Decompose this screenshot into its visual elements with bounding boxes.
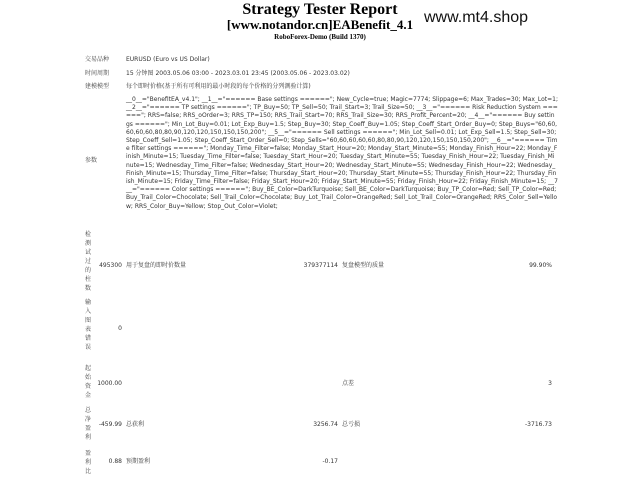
params-label: 参数 [85, 157, 98, 164]
ticks-label: 用于复盘的即时价数量 [126, 262, 187, 269]
spread-value: 3 [548, 380, 552, 387]
symbol-label: 交易品种 [85, 56, 110, 63]
gross-loss-label: 总亏损 [342, 421, 361, 428]
report-title: Strategy Tester Report [242, 1, 398, 18]
gross-loss-value: -3716.73 [525, 421, 552, 428]
params-value: __0__="BenefitEA_v4.1"; __1__="====== Base settings ======"; New_Cycle=true; Magic=7774; Slippage=6; Max_Trades=30; Max_Lot=1; __2__="====== TP settings ======"; TP_Buy=50; TP_Sell=50; Trail_Start=3; Trail_Size=50; __3__="====== Risk Reduction System ======"; RRS=false; RRS_oOrder=3; RRS_TP=150; RRS_Trail_Start=70; RRS_Trail_Size=30; RRS_Profit_Percent=20; __4__="====== Buy settings ======"; Min_Lot_Buy=0.01; Lot_Exp_Buy=1.5; Step_Buy=30; Step_Coeff_Buy=1.05; Step_Coeff_Start_Order_Buy=0; Step_Buys="60,60,60,60,60,80,80,90,120,120,150,150,150,200"; __5__="====== Sell settings ======"; Min_Lot_Sell=0.01; Lot_Exp_Sell=1.5; Step_Sell=30; Step_Coeff_Sell=1.05; Step_Coeff_Start_Order_Sell=0; Step_Sells="60,60,60,60,60,80,80,90,120,120,150,150,150,200"; __6__="====== Time filter settings ======"; Monday_Time_Filter=false; Monday_Start_Hour=20; Monday_Start_Minute=55; Monday_Finish_Hour=22; Monday_Finish_Minute=15; Tuesday_Time_Filter=false; Tuesday_Start_Hour=20; Tuesday_Start_Minute=55; Tuesday_Finish_Hour=22; Tuesday_Finish_Minute=15; Wednesday_Time_Filter=false; Wednesday_Start_Hour=20; Wednesday_Start_Minute=55; Wednesday_Finish_Hour=22; Wednesday_Finish_Minute=15; Thursday_Time_Filter=false; Thursday_Start_Hour=20; Thursday_Start_Minute=55; Thursday_Finish_Hour=22; Thursday_Finish_Minute=15; Friday_Time_Filter=false; Friday_Start_Hour=20; Friday_Start_Minute=55; Friday_Finish_Hour=22; Friday_Finish_Minute=15; __7__="====== Color settings ======"; Buy_BE_Color=DarkTurquoise; Sell_BE_Color=DarkTurquoise; Buy_TP_Color=Red; Sell_TP_Color=Red; Buy_Trail_Color=Chocolate; Sell_Trail_Color=Chocolate; Buy_Lot_Trail_Color=OrangeRed; Sell_Lot_Trail_Color=OrangeRed; RRS_Color_Sell=Yellow; RRS_Color_Buy=Yellow; Stop_Out_Color=Violet; [126, 96, 558, 210]
quality-label: 复盘模型的质量 [342, 262, 385, 269]
period-value: 15 分钟图 2003.05.06 03:00 - 2023.03.01 23:45 (2003.05.06 - 2023.03.02) [126, 70, 350, 77]
report-subtitle: [www.notandor.cn]EABenefit_4.1 [226, 17, 414, 32]
deposit-label: 起始资金 [85, 365, 92, 399]
model-value: 每个即时价格(基于所有可利用的最小时段的每个价格的分列测验计算) [126, 83, 311, 90]
mismatch-value: 0 [118, 325, 122, 332]
bars-label: 检测试过的柱数 [85, 231, 92, 292]
payoff-label: 预期盈利 [126, 458, 151, 465]
model-label: 建模模型 [85, 83, 110, 90]
pf-label: 盈利比 [85, 450, 92, 475]
gross-profit-value: 3256.74 [313, 421, 338, 428]
quality-value: 99.90% [529, 262, 552, 269]
symbol-value: EURUSD (Euro vs US Dollar) [126, 56, 210, 63]
ticks-value: 379377114 [303, 262, 338, 269]
gross-profit-label: 总获利 [126, 421, 145, 428]
period-label: 时间周期 [85, 70, 110, 77]
watermark-text: www.mt4.shop [424, 9, 529, 26]
pf-value: 0.88 [108, 458, 122, 465]
bars-value: 495300 [99, 262, 122, 269]
spread-label: 点差 [342, 380, 355, 387]
net-label: 总净盈利 [85, 407, 92, 441]
net-value: -459.99 [98, 421, 122, 428]
deposit-value: 1000.00 [97, 380, 122, 387]
mismatch-label: 输入图表错误 [85, 299, 92, 351]
server-build: RoboForex-Demo (Build 1370) [274, 33, 366, 41]
payoff-value: -0.17 [322, 458, 338, 465]
